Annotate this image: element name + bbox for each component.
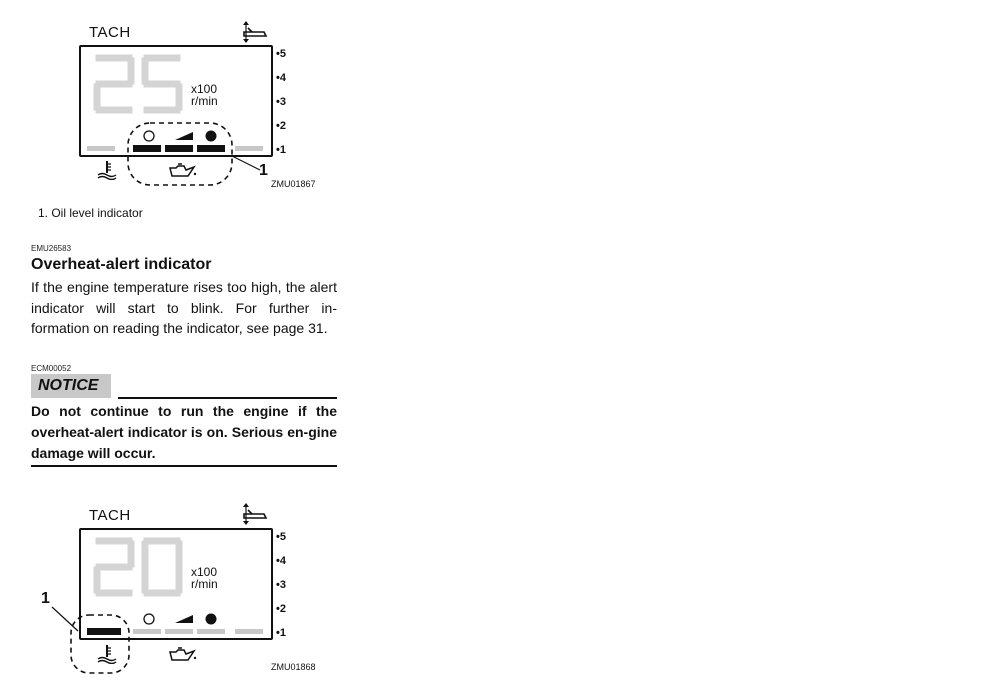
figure-code: ZMU01868 — [271, 662, 316, 672]
trim-icon — [240, 502, 268, 526]
trim-scale: •5 •4 •3 •2 •1 — [276, 48, 286, 156]
segment-digits-25 — [91, 54, 186, 114]
unit-rpm: r/min — [191, 577, 218, 591]
tach-label: TACH — [89, 507, 131, 524]
callout-number: 1 — [41, 590, 50, 607]
oil-bar-3 — [197, 629, 225, 634]
section-heading: Overheat-alert indicator — [31, 256, 212, 273]
temp-bar — [87, 146, 115, 151]
trim-icon — [240, 20, 268, 44]
section-code: EMU26583 — [31, 244, 72, 253]
notice-label: NOTICE — [31, 374, 111, 398]
figure-code: ZMU01867 — [271, 179, 316, 189]
notice-code: ECM00052 — [31, 364, 72, 373]
oil-can-icon — [166, 644, 198, 664]
oil-bar-1 — [133, 629, 161, 634]
notice-text: Do not continue to run the engine if the overheat-alert indicator is on. Serious en-gine damage will occur. — [31, 403, 337, 461]
section-body: If the engine temperature rises too high, the alert indicator will start to blink. For further in-formation on reading the indicator, see page 31. — [31, 279, 337, 336]
callout-leader — [50, 605, 90, 635]
notice-bottom-rule — [31, 465, 337, 467]
coolant-temp-icon — [96, 644, 118, 664]
trim-scale: •5 •4 •3 •2 •1 — [276, 531, 286, 639]
notice-rule — [118, 397, 337, 399]
coolant-temp-icon — [96, 160, 118, 180]
segment-digits-20 — [91, 537, 186, 597]
tach-label: TACH — [89, 24, 131, 41]
unit-multiplier: x100 — [191, 82, 218, 96]
oil-bar-2 — [165, 629, 193, 634]
figure-caption: 1. Oil level indicator — [38, 206, 143, 220]
oil-can-icon — [166, 160, 198, 180]
unit-multiplier: x100 — [191, 565, 218, 579]
oil-level-icons — [141, 612, 221, 626]
callout-number: 1 — [259, 162, 268, 179]
unit-rpm: r/min — [191, 94, 218, 108]
trim-bar — [235, 629, 263, 634]
